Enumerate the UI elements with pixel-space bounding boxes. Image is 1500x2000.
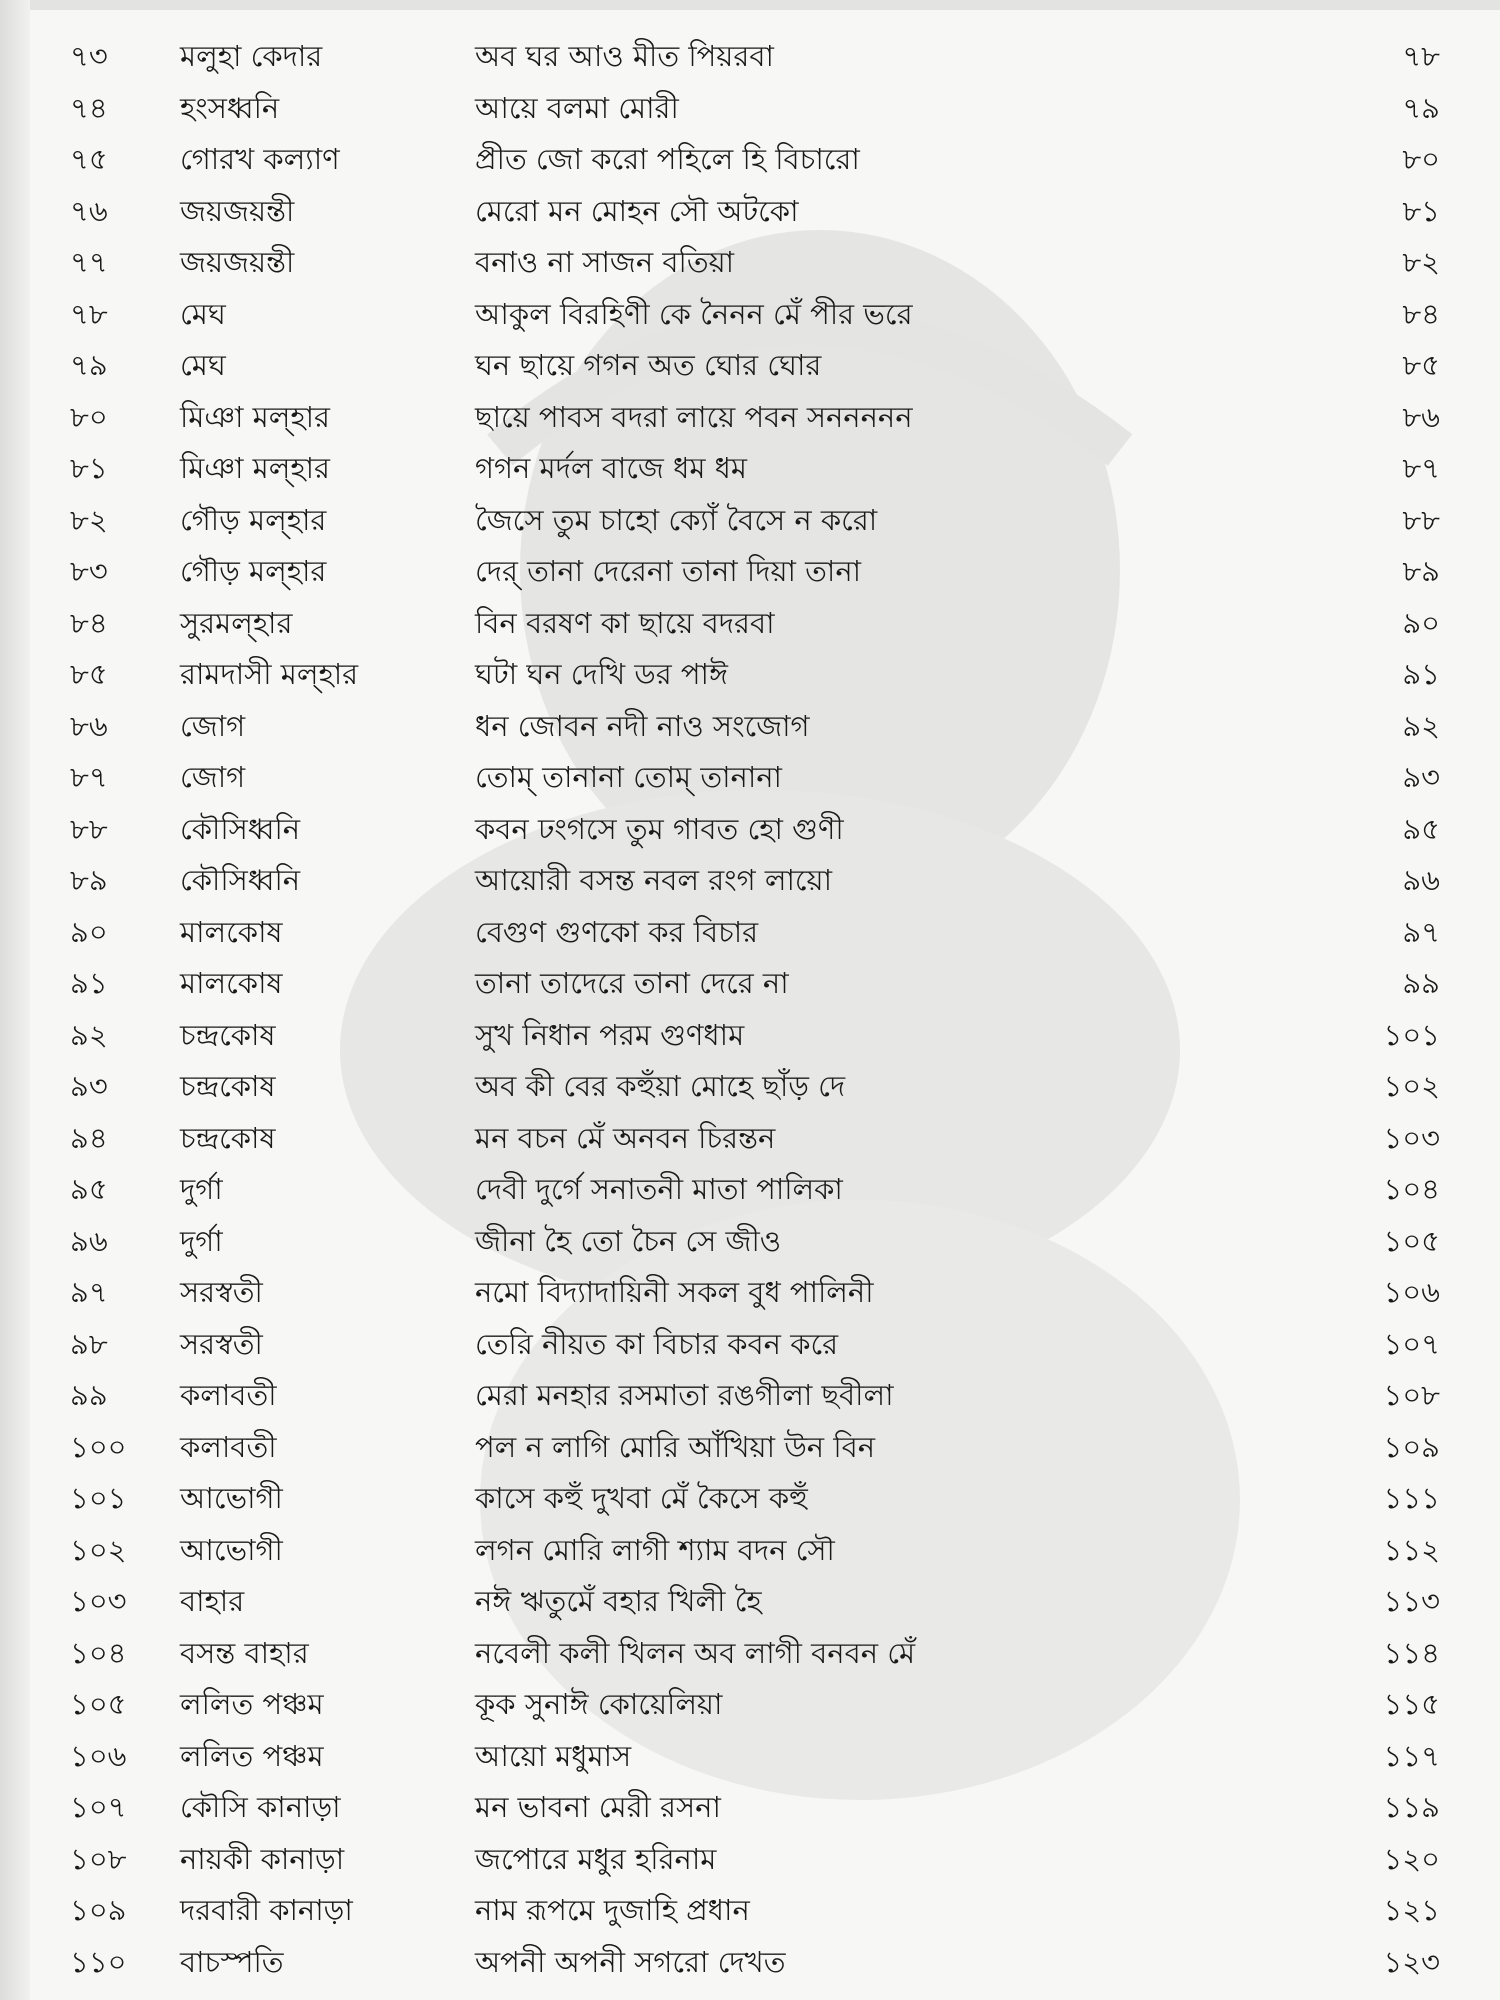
song-title: নমো বিদ্যাদায়িনী সকল বুধ পালিনী — [475, 1275, 874, 1309]
song-title: মন ভাবনা মেরী রসনা — [475, 1790, 721, 1824]
raga-name: কৌসিধ্বনি — [180, 863, 301, 897]
song-title: মন বচন মেঁ অনবন চিরন্তন — [475, 1120, 776, 1155]
entry-number: ৮২ — [70, 502, 108, 537]
page-number: ৮০ — [1402, 142, 1440, 176]
toc-row — [0, 1060, 1500, 1112]
page-number: ১১৫ — [1383, 1687, 1440, 1721]
raga-name: দুর্গা — [180, 1223, 223, 1258]
toc-row — [0, 1009, 1500, 1061]
song-title: বিন বরষণ কা ছায়ে বদরবা — [475, 605, 775, 640]
entry-number: ৭৫ — [70, 142, 108, 176]
entry-number: ৭৯ — [70, 348, 108, 382]
song-title: নঈ ঋতুমেঁ বহার খিলী হৈ — [475, 1584, 762, 1618]
song-title: অপনী অপনী সগরো দেখত — [475, 1944, 786, 1979]
song-title: আয়ে বলমা মোরী — [475, 90, 679, 125]
page-number: ৮৯ — [1402, 554, 1440, 588]
page-number: ৮২ — [1402, 245, 1440, 279]
entry-number: ৭৩ — [70, 39, 108, 73]
raga-name: মালকোষ — [180, 966, 283, 1000]
toc-row — [0, 854, 1500, 906]
raga-name: রামদাসী মল্হার — [180, 657, 359, 691]
page-number: ১১৪ — [1383, 1635, 1440, 1670]
entry-number: ৯৩ — [70, 1069, 108, 1103]
toc-row — [0, 1678, 1500, 1730]
raga-name: গৌড় মল্হার — [180, 502, 327, 537]
entry-number: ৯৭ — [70, 1275, 108, 1309]
toc-row — [0, 82, 1500, 134]
song-title: কবন ঢংগসে তুম গাবত হো গুণী — [475, 811, 844, 846]
page-number: ১১২ — [1383, 1532, 1440, 1567]
page-number: ১০৭ — [1383, 1326, 1440, 1361]
toc-row — [0, 648, 1500, 700]
entry-number: ৮০ — [70, 399, 108, 434]
raga-name: মালকোষ — [180, 914, 283, 949]
song-title: আয়ো মধুমাস — [475, 1738, 632, 1773]
song-title: জৈসে তুম চাহো ক্যোঁ বৈসে ন করো — [475, 502, 878, 537]
page-number: ১১১ — [1383, 1481, 1440, 1515]
entry-number: ৮৮ — [70, 811, 108, 846]
song-title: জপোরে মধুর হরিনাম — [475, 1841, 717, 1876]
toc-row — [0, 288, 1500, 340]
page-number: ১২৩ — [1383, 1944, 1440, 1979]
entry-number: ১০৫ — [70, 1687, 127, 1721]
entry-number: ৯৬ — [70, 1223, 108, 1258]
raga-name: কলাবতী — [180, 1378, 277, 1412]
entry-number: ৯১ — [70, 966, 108, 1000]
raga-name: কৌসি কানাড়া — [180, 1790, 341, 1824]
entry-number: ১০৮ — [70, 1841, 127, 1876]
page-number: ৮৮ — [1402, 502, 1440, 537]
toc-row — [0, 339, 1500, 391]
page-number: ১২১ — [1383, 1893, 1440, 1927]
entry-number: ১০১ — [70, 1481, 127, 1515]
song-title: ঘন ছায়ে গগন অত ঘোর ঘোর — [475, 348, 822, 382]
toc-row — [0, 597, 1500, 649]
page-number: ৮৬ — [1402, 399, 1440, 434]
song-title: কাসে কহুঁ দুখবা মেঁ কৈসে কহুঁ — [475, 1481, 808, 1515]
entry-number: ৯৪ — [70, 1120, 108, 1155]
page-number: ১০১ — [1383, 1017, 1440, 1052]
toc-row — [0, 1575, 1500, 1627]
song-title: অব কী বের কহুঁয়া মোহে ছাঁড় দে — [475, 1069, 846, 1103]
toc-row — [0, 1833, 1500, 1885]
raga-name: জয়জয়ন্তী — [180, 245, 295, 279]
toc-row — [0, 236, 1500, 288]
toc-row — [0, 1936, 1500, 1988]
toc-row — [0, 1266, 1500, 1318]
entry-number: ৭৪ — [70, 90, 108, 125]
page-number: ৯০ — [1402, 605, 1440, 640]
raga-name: বসন্ত বাহার — [180, 1635, 309, 1670]
raga-name: জয়জয়ন্তী — [180, 193, 295, 228]
raga-name: চন্দ্রকোষ — [180, 1017, 276, 1052]
raga-name: ললিত পঞ্চম — [180, 1687, 324, 1721]
page-number: ১২০ — [1383, 1841, 1440, 1876]
page-number: ৯৭ — [1402, 914, 1440, 949]
raga-name: গৌড় মল্হার — [180, 554, 327, 588]
page-number: ৭৯ — [1402, 90, 1440, 125]
entry-number: ১০৯ — [70, 1893, 127, 1927]
toc-row — [0, 1524, 1500, 1576]
song-title: ঘটা ঘন দেখি ডর পাঈ — [475, 657, 728, 691]
raga-name: সরস্বতী — [180, 1326, 263, 1361]
song-title: কূক সুনাঈ কোয়েলিয়া — [475, 1687, 723, 1721]
page-number: ৯৬ — [1402, 863, 1440, 897]
raga-name: আভোগী — [180, 1532, 283, 1567]
toc-row — [0, 185, 1500, 237]
entry-number: ৭৭ — [70, 245, 108, 279]
entry-number: ৯০ — [70, 914, 108, 949]
toc-row — [0, 1730, 1500, 1782]
song-title: জীনা হৈ তো চৈন সে জীও — [475, 1223, 782, 1258]
toc-row — [0, 751, 1500, 803]
toc-row — [0, 30, 1500, 82]
song-title: আকুল বিরহিণী কে নৈনন মেঁ পীর ভরে — [475, 296, 913, 331]
toc-row — [0, 803, 1500, 855]
raga-name: চন্দ্রকোষ — [180, 1069, 276, 1103]
toc-row — [0, 1781, 1500, 1833]
raga-name: হংসধ্বনি — [180, 90, 280, 125]
toc-row — [0, 1369, 1500, 1421]
raga-name: দুর্গা — [180, 1172, 223, 1206]
entry-number: ৮৯ — [70, 863, 108, 897]
page-number: ৯৩ — [1402, 760, 1440, 794]
song-title: দেবী দুর্গে সনাতনী মাতা পালিকা — [475, 1172, 843, 1206]
entry-number: ৮৪ — [70, 605, 108, 640]
entry-number: ১১০ — [70, 1944, 127, 1979]
page-number: ১০৩ — [1383, 1120, 1440, 1155]
entry-number: ৮৩ — [70, 554, 108, 588]
song-title: সুখ নিধান পরম গুণধাম — [475, 1017, 745, 1052]
entry-number: ৮৬ — [70, 708, 108, 743]
song-title: নাম রূপমে দুজাহি প্রধান — [475, 1893, 750, 1927]
raga-name: বাচস্পতি — [180, 1944, 284, 1979]
raga-name: মিঞা মল্হার — [180, 399, 330, 434]
toc-row — [0, 1472, 1500, 1524]
raga-name: চন্দ্রকোষ — [180, 1120, 276, 1155]
toc-row — [0, 700, 1500, 752]
toc-row — [0, 1163, 1500, 1215]
page-number: ৯১ — [1402, 657, 1440, 691]
raga-name: নায়কী কানাড়া — [180, 1841, 345, 1876]
entry-number: ৮৫ — [70, 657, 108, 691]
toc-row — [0, 442, 1500, 494]
raga-name: সুরমল্হার — [180, 605, 293, 640]
song-title: গগন মর্দল বাজে ধম ধম — [475, 451, 748, 485]
page-number: ১০৯ — [1383, 1429, 1440, 1464]
raga-name: জোগ — [180, 708, 246, 743]
raga-name: মলুহা কেদার — [180, 39, 323, 73]
toc-row — [0, 1627, 1500, 1679]
page-number: ১০২ — [1383, 1069, 1440, 1103]
entry-number: ১০৬ — [70, 1738, 127, 1773]
entry-number: ৯৮ — [70, 1326, 108, 1361]
song-title: মেরা মনহার রসমাতা রঙগীলা ছবীলা — [475, 1378, 894, 1412]
song-title: নবেলী কলী খিলন অব লাগী বনবন মেঁ — [475, 1635, 916, 1670]
song-title: তোম্ তানানা তোম্ তানানা — [475, 760, 782, 794]
song-title: লগন মোরি লাগী শ্যাম বদন সৌ — [475, 1532, 835, 1567]
toc-row — [0, 494, 1500, 546]
toc-row — [0, 1215, 1500, 1267]
song-title: বেগুণ গুণকো কর বিচার — [475, 914, 759, 949]
page-number: ৯৯ — [1402, 966, 1440, 1000]
song-title: তেরি নীয়ত কা বিচার কবন করে — [475, 1326, 839, 1361]
page-number: ৮৪ — [1402, 296, 1440, 331]
toc-row — [0, 1112, 1500, 1164]
toc-row — [0, 1421, 1500, 1473]
raga-name: দরবারী কানাড়া — [180, 1893, 353, 1927]
page-number: ৯২ — [1402, 708, 1440, 743]
toc-row — [0, 957, 1500, 1009]
raga-name: মেঘ — [180, 296, 226, 331]
entry-number: ১০২ — [70, 1532, 127, 1567]
raga-name: মেঘ — [180, 348, 226, 382]
song-title: ধন জোবন নদী নাও সংজোগ — [475, 708, 810, 743]
page-number: ১১৭ — [1383, 1738, 1440, 1773]
entry-number: ৮১ — [70, 451, 108, 485]
entry-number: ৮৭ — [70, 760, 108, 794]
raga-name: কৌসিধ্বনি — [180, 811, 301, 846]
raga-name: সরস্বতী — [180, 1275, 263, 1309]
entry-number: ৯২ — [70, 1017, 108, 1052]
page-number: ১০৬ — [1383, 1275, 1440, 1309]
song-title: অব ঘর আও মীত পিয়রবা — [475, 39, 774, 73]
raga-name: জোগ — [180, 760, 246, 794]
toc-row — [0, 906, 1500, 958]
raga-name: আভোগী — [180, 1481, 283, 1515]
entry-number: ১০০ — [70, 1429, 127, 1464]
page-number: ৮৫ — [1402, 348, 1440, 382]
page-number: ১০৪ — [1383, 1172, 1440, 1206]
song-title: আয়োরী বসন্ত নবল রংগ লায়ো — [475, 863, 833, 897]
song-title: পল ন লাগি মোরি আঁখিয়া উন বিন — [475, 1429, 876, 1464]
page-number: ১১৩ — [1383, 1584, 1440, 1618]
page-number: ৭৮ — [1402, 39, 1440, 73]
toc-row — [0, 1884, 1500, 1936]
song-title: ছায়ে পাবস বদরা লায়ে পবন সননননন — [475, 399, 913, 434]
song-title: তানা তাদেরে তানা দেরে না — [475, 966, 789, 1000]
entry-number: ৯৫ — [70, 1172, 108, 1206]
entry-number: ৭৬ — [70, 193, 108, 228]
entry-number: ১০৭ — [70, 1790, 127, 1824]
raga-name: ললিত পঞ্চম — [180, 1738, 324, 1773]
page-number: ১০৫ — [1383, 1223, 1440, 1258]
toc-row — [0, 133, 1500, 185]
song-title: বনাও না সাজন বতিয়া — [475, 245, 735, 279]
page-number: ৮১ — [1402, 193, 1440, 228]
song-title: প্রীত জো করো পহিলে হি বিচারো — [475, 142, 860, 176]
raga-name: গোরখ কল্যাণ — [180, 142, 340, 176]
song-title: মেরো মন মোহন সৌ অটকো — [475, 193, 799, 228]
toc-row — [0, 391, 1500, 443]
page-number: ৯৫ — [1402, 811, 1440, 846]
raga-name: বাহার — [180, 1584, 245, 1618]
page-number: ৮৭ — [1402, 451, 1440, 485]
toc-row — [0, 1318, 1500, 1370]
raga-name: কলাবতী — [180, 1429, 277, 1464]
raga-name: মিঞা মল্হার — [180, 451, 330, 485]
page-number: ১১৯ — [1383, 1790, 1440, 1824]
song-title: দের্ তানা দেরেনা তানা দিয়া তানা — [475, 554, 862, 588]
entry-number: ১০৩ — [70, 1584, 127, 1618]
toc-row — [0, 545, 1500, 597]
page-number: ১০৮ — [1383, 1378, 1440, 1412]
entry-number: ১০৪ — [70, 1635, 127, 1670]
entry-number: ৯৯ — [70, 1378, 108, 1412]
entry-number: ৭৮ — [70, 296, 108, 331]
